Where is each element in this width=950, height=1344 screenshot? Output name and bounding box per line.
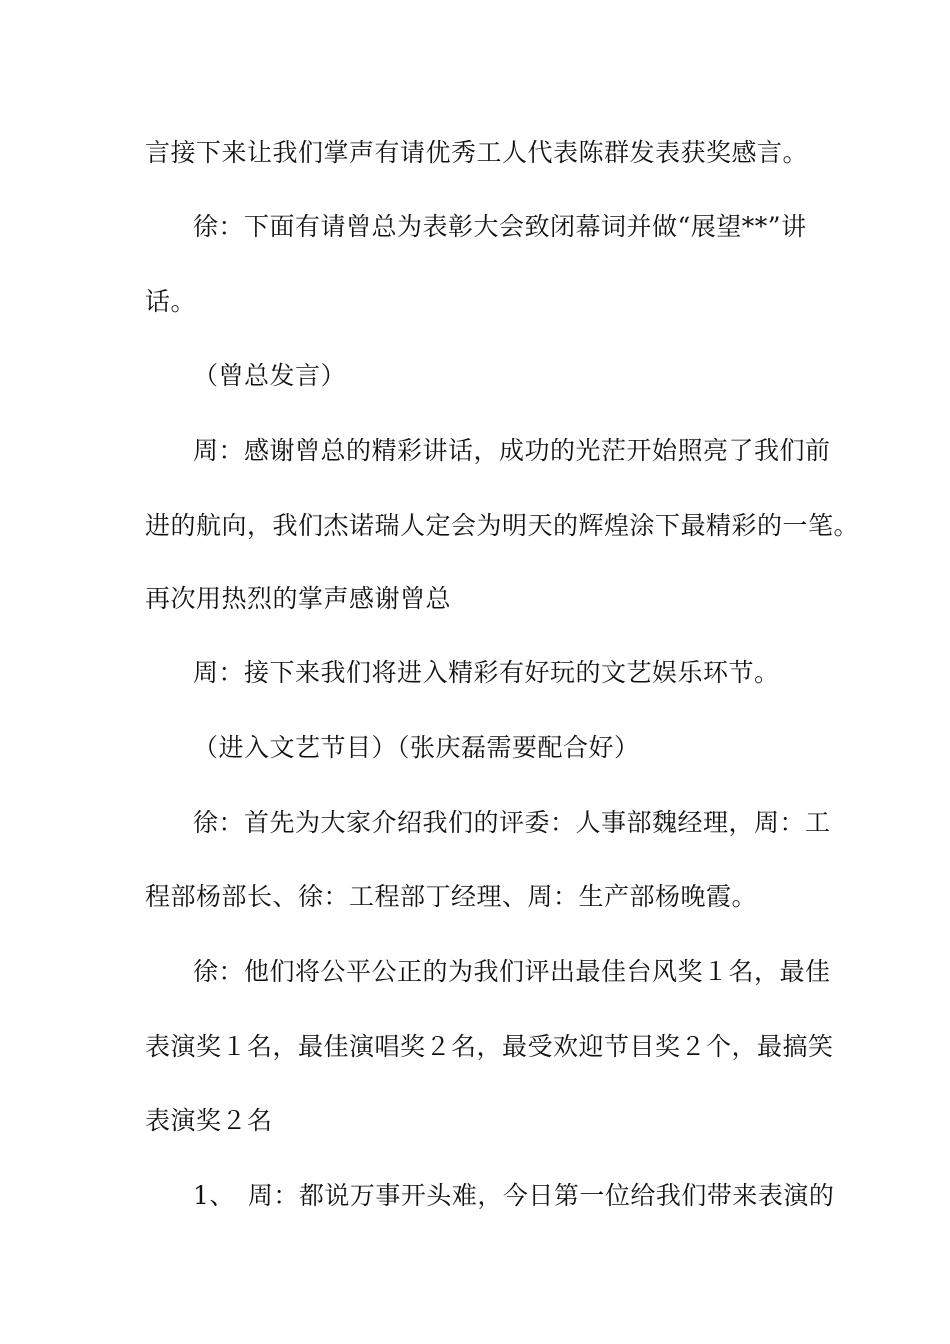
text-line-12: 徐：他们将公平公正的为我们评出最佳台风奖１名，最佳 xyxy=(193,957,831,986)
text-line-11: 程部杨部长、徐：工程部丁经理、周：生产部杨晚霞。 xyxy=(145,882,758,911)
text-line-2: 徐：下面有请曾总为表彰大会致闭幕词并做“展望**”讲 xyxy=(193,212,807,241)
text-line-4: （曾总发言） xyxy=(193,361,347,390)
text-line-9: （进入文艺节目）（张庆磊需要配合好） xyxy=(193,733,640,762)
text-line-5: 周：感谢曾总的精彩讲话，成功的光茫开始照亮了我们前 xyxy=(193,436,831,465)
text-line-8: 周：接下来我们将进入精彩有好玩的文艺娱乐环节。 xyxy=(193,658,780,687)
text-line-15: 1、 周：都说万事开头难，今日第一位给我们带来表演的 xyxy=(193,1181,835,1210)
text-line-13: 表演奖１名，最佳演唱奖２名，最受欢迎节目奖２个，最搞笑 xyxy=(145,1032,834,1061)
text-line-7: 再次用热烈的掌声感谢曾总 xyxy=(145,584,452,613)
text-line-1: 言接下来让我们掌声有请优秀工人代表陈群发表获奖感言。 xyxy=(145,138,809,167)
text-line-6: 进的航向，我们杰诺瑞人定会为明天的辉煌涂下最精彩的一笔。 xyxy=(145,511,860,540)
text-line-10: 徐：首先为大家介绍我们的评委：人事部魏经理，周：工 xyxy=(193,808,831,837)
text-line-3: 话。 xyxy=(145,287,197,316)
text-line-14: 表演奖２名 xyxy=(145,1106,273,1135)
